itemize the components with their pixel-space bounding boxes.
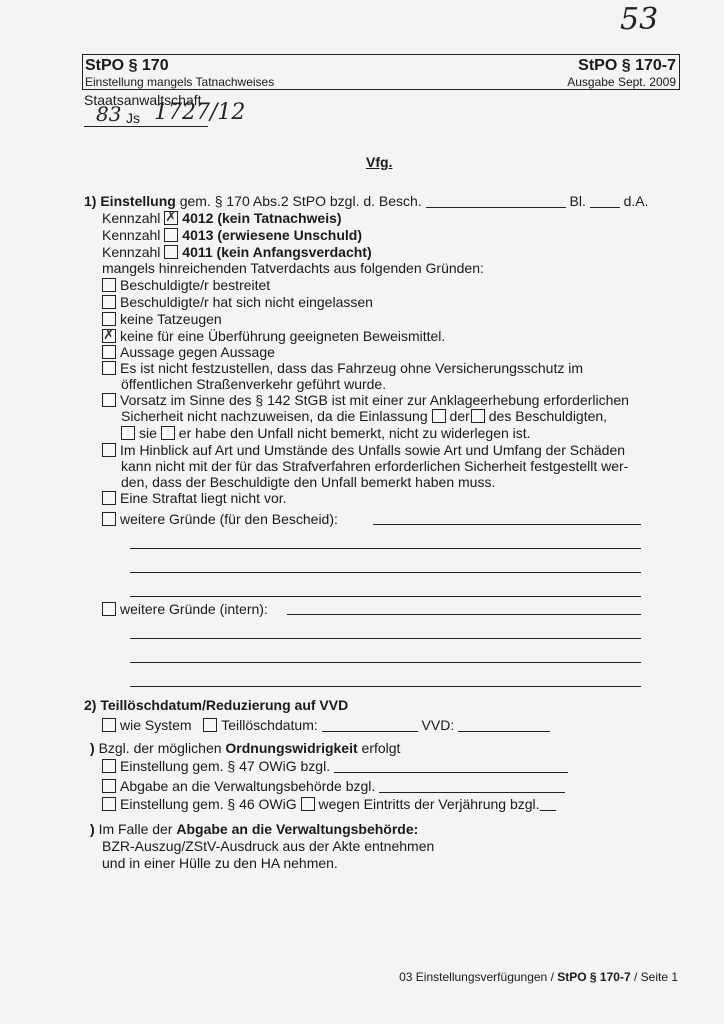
reason-checkbox[interactable] [102,512,116,526]
bescheid-line[interactable] [130,596,641,597]
reason-insurance [102,360,583,376]
form-header [82,54,680,90]
kennzahl-4011 [102,244,372,260]
reason-label: Es ist nicht festzustellen, dass das Fahrzeug ohne Versicherungsschutz im [120,360,584,376]
bescheid-line[interactable] [130,572,641,573]
footer-form-id: StPO § 170-7 [557,970,631,984]
section-1-text: gem. § 170 Abs.2 StPO bzgl. d. Besch. [179,193,422,209]
section-2-title: 2) Teillöschdatum/Reduzierung auf VVD [84,697,349,713]
der-checkbox[interactable] [471,409,485,423]
text: Bzgl. der möglichen [98,740,222,756]
reason-checkbox[interactable] [102,443,116,457]
teilloeschdatum-field[interactable] [322,719,418,732]
page-footer [399,970,678,984]
text: der [449,408,470,424]
reason-item [102,328,445,344]
handwritten-page-number: 53 [620,2,659,37]
kennzahl-label: Kennzahl [102,227,161,243]
footer-text: 03 Einstellungsverfügungen / [399,970,554,984]
da-label: d.A. [623,193,649,209]
text: sie [139,425,157,441]
kennzahl-4012-label: 4012 (kein Tatnachweis) [182,210,342,226]
text-bold: Abgabe an die Verwaltungsbehörde: [176,821,419,837]
verjaehrung-label: wegen Eintritts der Verjährung bzgl. [318,796,540,812]
kennzahl-4012 [102,210,342,226]
blatt-field[interactable] [590,195,620,208]
owig-item [102,796,556,812]
reason-checkbox[interactable] [102,295,116,309]
section-1-bold: Einstellung [100,193,176,209]
reason-vorsatz [102,392,629,408]
bl-label: Bl. [569,193,586,209]
reason-keine-straftat [102,490,287,506]
intern-line[interactable] [130,638,641,639]
reason-checkbox[interactable] [102,602,116,616]
kennzahl-label: Kennzahl [102,210,161,226]
section-3-number: ) [90,740,95,756]
verjaehrung-checkbox[interactable] [301,797,315,811]
kennzahl-4013-checkbox[interactable] [164,228,178,242]
owig-item [102,778,565,794]
kennzahl-4013 [102,227,362,243]
kennzahl-4011-checkbox[interactable] [164,245,178,259]
wie-system-checkbox[interactable] [102,718,116,732]
er-checkbox[interactable] [161,426,175,440]
bescheid-line[interactable] [373,524,641,525]
form-title-left: StPO § 170 [85,57,169,74]
reason-checkbox[interactable] [102,361,116,375]
owig-label: Abgabe an die Verwaltungsbehörde bzgl. [120,778,376,794]
section-4-line2: BZR-Auszug/ZStV-Ausdruck aus der Akte entnehmen [102,838,435,854]
form-subtitle-left: Einstellung mangels Tatnachweises [85,75,275,89]
reason-item [102,294,373,310]
js-label: Js [126,110,140,126]
reason-hinblick-line2: kann nicht mit der für das Strafverfahren erforderlichen Sicherheit festgestellt wer- [121,458,629,474]
vvd-label: VVD: [421,717,455,733]
owig-item [102,758,568,774]
reason-label: Eine Straftat liegt nicht vor. [120,490,287,506]
reason-label: keine für eine Überführung geeigneten Beweismittel. [120,328,446,344]
section-1-number: 1) [84,193,97,209]
kennzahl-label: Kennzahl [102,244,161,260]
beschuldigter-field[interactable] [426,195,566,208]
text: des Beschuldigten, [488,408,608,424]
reason-label: Beschuldigte/r bestreitet [120,277,271,293]
reason-vorsatz-line2 [121,408,607,424]
reason-checkbox[interactable] [102,312,116,326]
kennzahl-4011-label: 4011 (kein Anfangsverdacht) [182,244,372,260]
section-1-header [84,193,649,209]
owig-checkbox[interactable] [102,797,116,811]
reason-checkbox[interactable] [102,345,116,359]
owig-checkbox[interactable] [102,759,116,773]
abgabe-field[interactable] [379,780,565,793]
reason-hinblick [102,442,625,458]
teilloeschdatum-checkbox[interactable] [203,718,217,732]
reason-checkbox[interactable] [102,278,116,292]
reasons-intro: mangels hinreichenden Tatverdachts aus folgenden Gründen: [102,260,484,276]
reason-weitere-bescheid [102,511,338,527]
intern-line[interactable] [130,686,641,687]
reason-label: weitere Gründe (für den Bescheid): [120,511,338,527]
owig-47-field[interactable] [334,760,568,773]
kennzahl-4012-checkbox[interactable] [164,211,178,225]
section-3-header [90,740,400,756]
reason-checkbox[interactable] [102,491,116,505]
vvd-field[interactable] [458,719,550,732]
section-4-line3: und in einer Hülle zu den HA nehmen. [102,855,338,871]
footer-page: / Seite 1 [633,970,678,984]
reason-label: Beschuldigte/r hat sich nicht eingelassen [120,294,373,310]
text: Im Falle der [98,821,173,837]
sie-checkbox[interactable] [121,426,135,440]
reason-weitere-intern [102,601,268,617]
reason-label: Vorsatz im Sinne des § 142 StGB ist mit einer zur Anklageerhebung erforderlichen [120,392,629,408]
authority-label: Staatsanwaltschaft [84,92,202,108]
teilloeschdatum-label: Teillöschdatum: [221,717,318,733]
bescheid-line[interactable] [130,548,641,549]
case-prefix: 83 [96,102,122,126]
reason-item [102,311,222,327]
owig-label: Einstellung gem. § 47 OWiG bzgl. [120,758,331,774]
reason-insurance-cont: öffentlichen Straßenverkehr geführt wurde. [121,376,387,392]
text: erfolgt [361,740,401,756]
reason-vorsatz-line3 [121,425,531,441]
text-bold: Ordnungswidrigkeit [225,740,358,756]
text: Sicherheit nicht nachzuweisen, da die Einlassung [121,408,428,424]
form-title-right: StPO § 170-7 [578,57,676,74]
reason-label: weitere Gründe (intern): [120,601,268,617]
verjaehrung-field[interactable] [540,798,556,811]
document-title: Vfg. [366,154,393,170]
case-number: 1727/12 [154,100,246,125]
intern-line[interactable] [287,614,641,615]
owig-label: Einstellung gem. § 46 OWiG [120,796,297,812]
reason-label: keine Tatzeugen [120,311,222,327]
reason-label: Aussage gegen Aussage [120,344,275,360]
reason-item [102,344,275,360]
reason-checkbox[interactable] [102,393,116,407]
kennzahl-4013-label: 4013 (erwiesene Unschuld) [182,227,363,243]
text: er habe den Unfall nicht bemerkt, nicht zu widerlegen ist. [178,425,531,441]
reason-hinblick-line3: den, dass der Beschuldigte den Unfall bemerkt haben muss. [121,474,496,490]
intern-line[interactable] [130,662,641,663]
section-4-header [90,821,418,837]
form-subtitle-right: Ausgabe Sept. 2009 [567,75,676,89]
einlassung-checkbox[interactable] [432,409,446,423]
reason-label: Im Hinblick auf Art und Umstände des Unfalls sowie Art und Umfang der Schäden [120,442,626,458]
reason-checkbox[interactable] [102,329,116,343]
owig-checkbox[interactable] [102,779,116,793]
wie-system-label: wie System [120,717,192,733]
reason-item [102,277,270,293]
section-4-number: ) [90,821,95,837]
section-2-options [102,717,550,733]
